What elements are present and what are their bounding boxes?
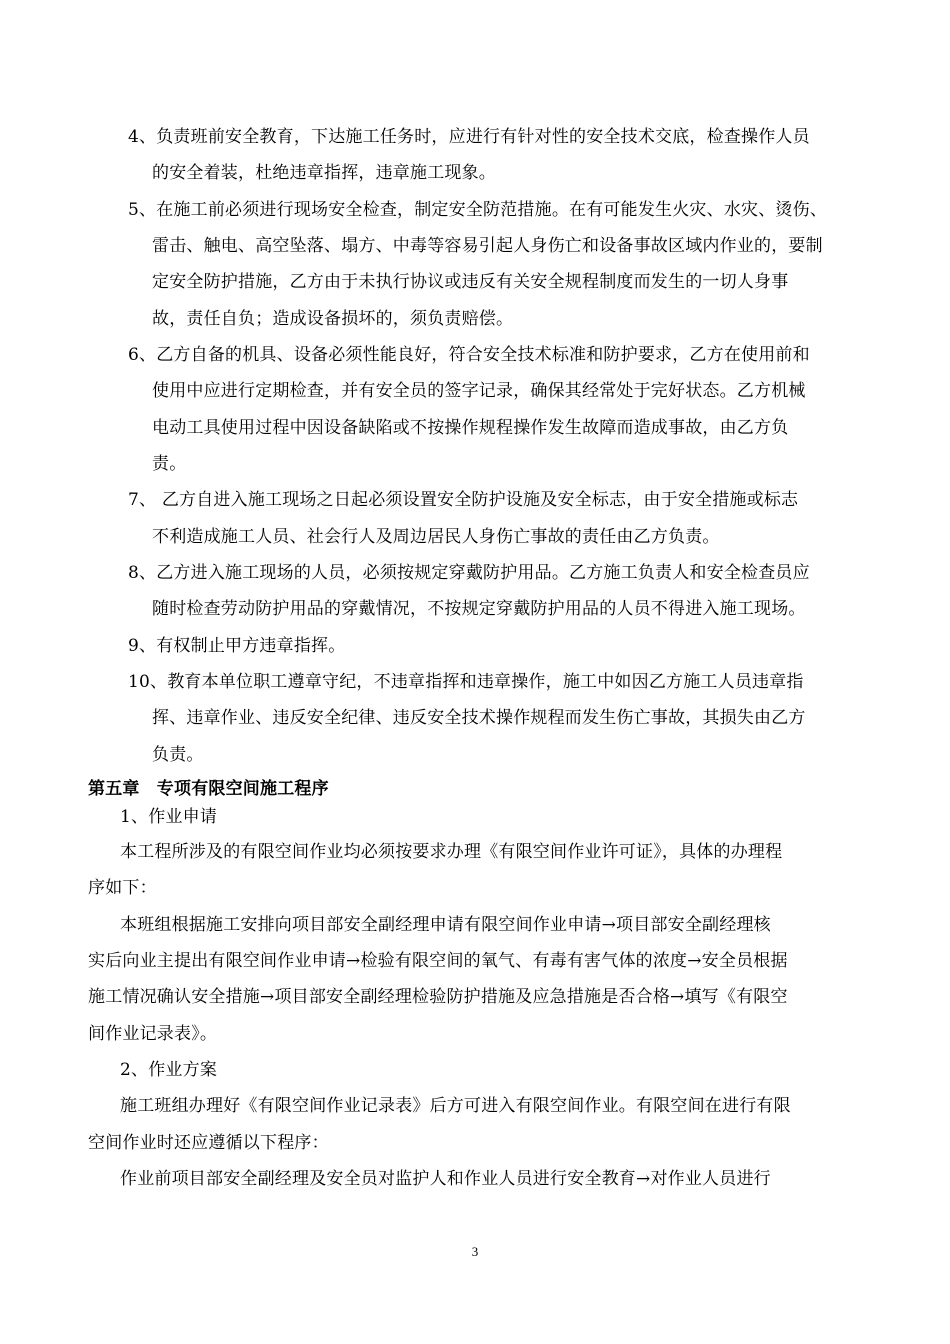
- text-line: 施工班组办理好《有限空间作业记录表》后方可进入有限空间作业。有限空间在进行有限: [120, 1096, 791, 1116]
- text-line: 实后向业主提出有限空间作业申请→检验有限空间的氧气、有毒有害气体的浓度→安全员根据: [88, 951, 788, 971]
- text-line: 定安全防护措施，乙方由于未执行协议或违反有关安全规程制度而发生的一切人身事: [152, 272, 789, 292]
- text-line: 7、 乙方自进入施工现场之日起必须设置安全防护设施及安全标志，由于安全措施或标志: [128, 490, 799, 510]
- text-line: 故，责任自负；造成设备损坏的，须负责赔偿。: [152, 309, 514, 329]
- text-line: 间作业记录表》。: [88, 1024, 218, 1044]
- text-line: 5、在施工前必须进行现场安全检查，制定安全防范措施。在有可能发生火灾、水灾、烫伤、: [128, 200, 828, 220]
- text-line: 10、教育本单位职工遵章守纪，不违章指挥和违章操作，施工中如因乙方施工人员违章指: [128, 672, 804, 692]
- text-line: 雷击、触电、高空坠落、塌方、中毒等容易引起人身伤亡和设备事故区域内作业的，要制: [152, 236, 823, 256]
- text-line: 随时检查劳动防护用品的穿戴情况，不按规定穿戴防护用品的人员不得进入施工现场。: [152, 599, 806, 619]
- text-line: 使用中应进行定期检查，并有安全员的签字记录，确保其经常处于完好状态。乙方机械: [152, 381, 806, 401]
- text-line: 本班组根据施工安排向项目部安全副经理申请有限空间作业申请→项目部安全副经理核: [120, 915, 771, 935]
- text-line: 施工情况确认安全措施→项目部安全副经理检验防护措施及应急措施是否合格→填写《有限空: [88, 987, 788, 1007]
- text-line: 负责。: [152, 745, 204, 765]
- text-line: 9、有权制止甲方违章指挥。: [128, 636, 346, 656]
- chapter-heading: 第五章 专项有限空间施工程序: [88, 779, 329, 799]
- text-line: 不利造成施工人员、社会行人及周边居民人身伤亡事故的责任由乙方负责。: [152, 527, 720, 547]
- section-heading: 1、作业申请: [120, 807, 218, 827]
- text-line: 8、乙方进入施工现场的人员，必须按规定穿戴防护用品。乙方施工负责人和安全检查员应: [128, 563, 810, 583]
- text-line: 责。: [152, 454, 187, 474]
- text-line: 挥、违章作业、违反安全纪律、违反安全技术操作规程而发生伤亡事故，其损失由乙方: [152, 708, 806, 728]
- text-line: 空间作业时还应遵循以下程序：: [88, 1133, 329, 1153]
- text-line: 电动工具使用过程中因设备缺陷或不按操作规程操作发生故障而造成事故，由乙方负: [152, 418, 789, 438]
- text-line: 序如下：: [88, 878, 157, 898]
- text-line: 6、乙方自备的机具、设备必须性能良好，符合安全技术标准和防护要求，乙方在使用前和: [128, 345, 810, 365]
- text-line: 的安全着装，杜绝违章指挥，违章施工现象。: [152, 163, 496, 183]
- section-heading: 2、作业方案: [120, 1060, 218, 1080]
- page-number: 3: [471, 1244, 479, 1259]
- text-line: 作业前项目部安全副经理及安全员对监护人和作业人员进行安全教育→对作业人员进行: [120, 1169, 771, 1189]
- text-line: 本工程所涉及的有限空间作业均必须按要求办理《有限空间作业许可证》，具体的办理程: [120, 842, 783, 862]
- text-line: 4、负责班前安全教育，下达施工任务时，应进行有针对性的安全技术交底，检查操作人员: [128, 127, 810, 147]
